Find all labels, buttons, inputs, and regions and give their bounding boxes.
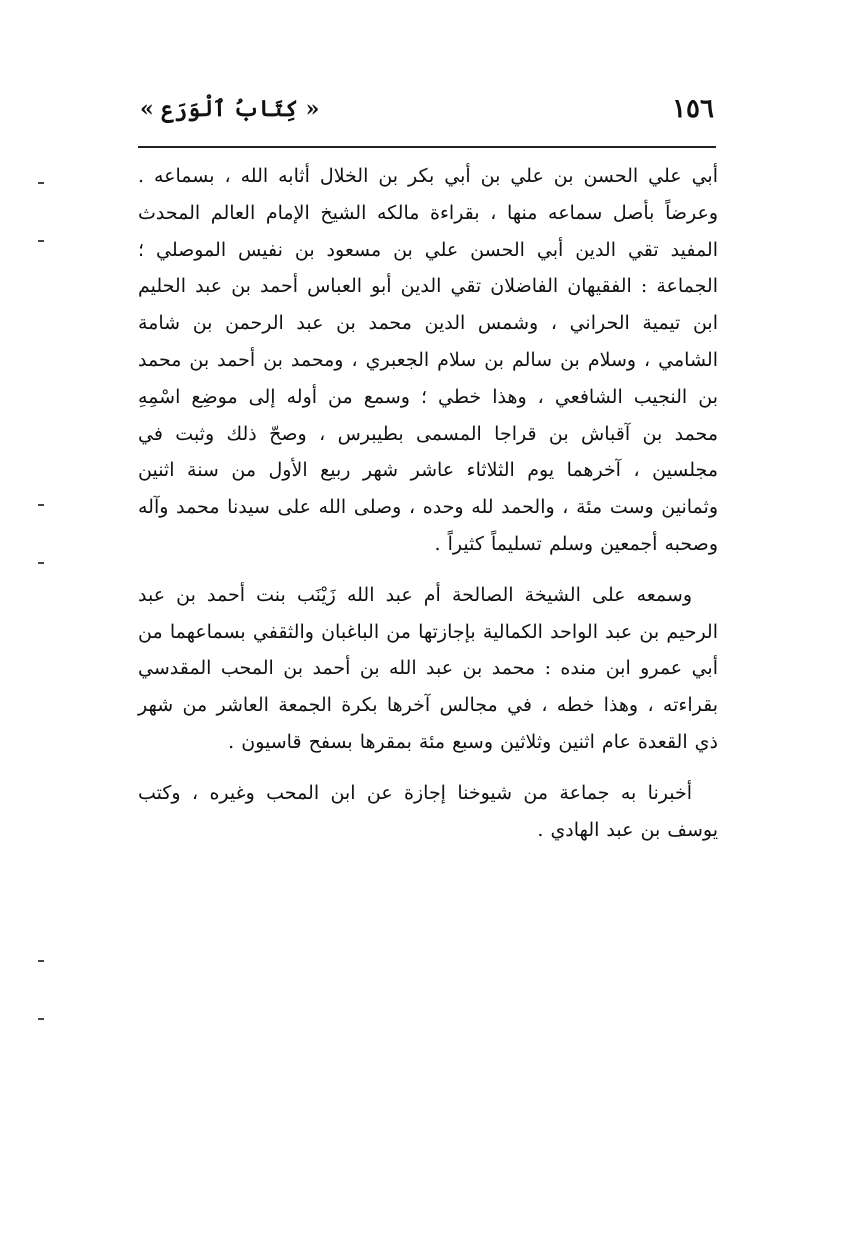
paragraph-1: أبي علي الحسن بن علي بن أبي بكر بن الخلال أثابه الله ، بسماعه . وعرضاً بأصل سماعه منها ، بقراءة مالكه الشيخ الإمام العالم المحدث المفيد تقي الدين أبي الحسن علي بن مسعود بن نفيس الموصلي ؛ الجماعة : الفقيهان الفاضلان تقي الدين أبو العباس أحمد بن عبد الحليم ابن تيمية الحراني ، وشمس الدين محمد بن عبد الرحمن بن شامة الشامي ، وسلام بن سالم بن سلام الجعبري ، ومحمد بن أحمد بن محمد بن النجيب الشافعي ، وهذا خطي ؛ وسمع من أوله إلى موضِع اسْمِهِ محمد بن آقباش بن قراجا المسمى بطيبرس ، وصحّ ذلك وثبت في مجلسين ، آخرهما يوم الثلاثاء عاشر شهر ربيع الأول من سنة اثنين وثمانين وست مئة ، والحمد لله وحده ، وصلى الله على سيدنا محمد وآله وصحبه أجمعين وسلم تسليماً كثيراً . <box>138 165 718 555</box>
running-title: « كِتَابُ ٱلْوَرَع » <box>140 96 320 122</box>
paragraph-3: أخبرنا به جماعة من شيوخنا إجازة عن ابن المحب وغيره ، وكتب يوسف بن عبد الهادي . <box>138 781 718 841</box>
body-text <box>138 158 718 848</box>
page-header <box>138 92 714 140</box>
margin-dot <box>38 504 44 506</box>
margin-dot <box>38 960 44 962</box>
page-number: ١٥٦ <box>672 94 714 124</box>
margin-dot <box>38 182 44 184</box>
paragraph-2: وسمعه على الشيخة الصالحة أم عبد الله زَيْنَب بنت أحمد بن عبد الرحيم بن عبد الواحد الكمالية بإجازتها من الباغبان والثقفي بسماعهما من أبي عمرو ابن منده : محمد بن عبد الله بن أحمد بن المحب المقدسي بقراءته ، وهذا خطه ، في مجالس آخرها بكرة الجمعة العاشر من شهر ذي القعدة عام اثنين وثلاثين وسبع مئة بمقرها بسفح قاسيون . <box>138 583 718 753</box>
margin-dot <box>38 562 44 564</box>
header-rule <box>138 146 716 148</box>
margin-dot <box>38 1018 44 1020</box>
margin-dot <box>38 240 44 242</box>
